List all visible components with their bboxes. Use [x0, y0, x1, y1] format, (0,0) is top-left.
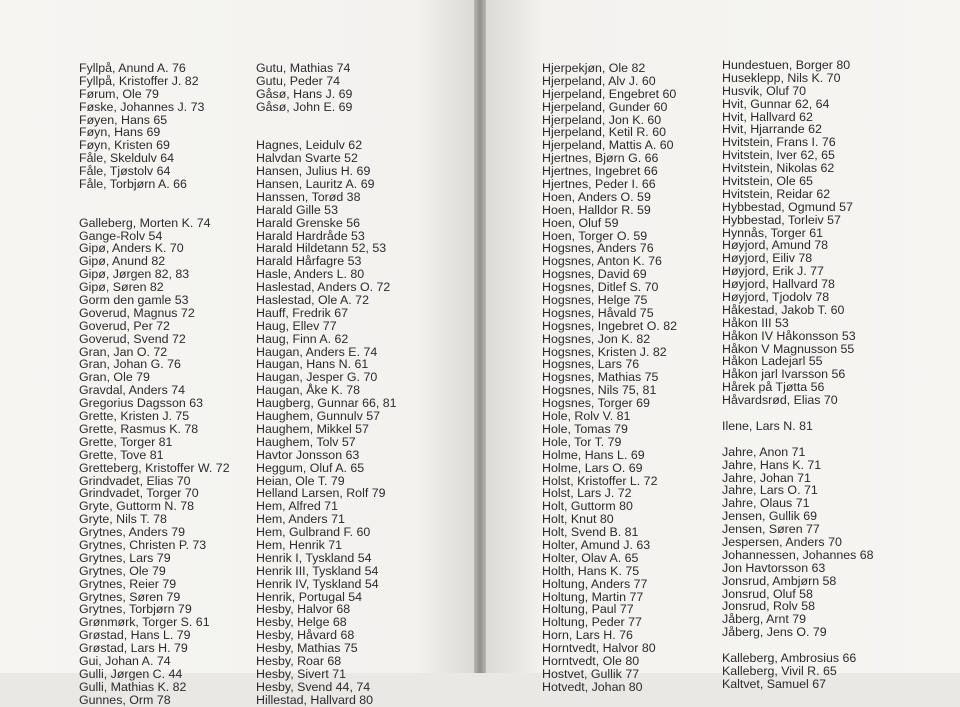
index-entry: Føyn, Hans 69	[79, 125, 161, 140]
index-entry: Hogsnes, David 69	[542, 267, 647, 282]
index-entry: Heian, Ole T. 79	[256, 473, 345, 488]
index-entry: Høyjord, Amund 78	[722, 238, 829, 253]
index-entry: Holter, Amund J. 63	[542, 537, 651, 552]
index-entry: Hillestad, Hallvard 80	[256, 692, 374, 707]
index-entry: Fyllpå, Kristoffer J. 82	[79, 73, 199, 88]
index-entry: Johannessen, Johannes 68	[722, 547, 874, 562]
index-entry: Galleberg, Morten K. 74	[79, 215, 211, 230]
index-entry: Haughem, Gunnulv 57	[256, 409, 380, 424]
index-entry: Hvit, Hallvard 62	[722, 109, 813, 124]
index-entry: Hogsnes, Anders 76	[542, 241, 654, 256]
index-entry: Henrik I, Tyskland 54	[256, 550, 372, 565]
left-page	[0, 0, 474, 707]
index-entry: Hogsnes, Kristen J. 82	[542, 344, 667, 359]
index-entry: Høyjord, Tjodolv 78	[722, 290, 830, 305]
index-entry: Haslestad, Anders O. 72	[256, 280, 391, 295]
index-entry: Holst, Kristoffer L. 72	[542, 473, 658, 488]
index-entry: Holt, Svend B. 81	[542, 525, 639, 540]
index-entry: Harald Hardråde 53	[256, 228, 365, 243]
index-entry: Fyllpå, Anund A. 76	[79, 61, 186, 75]
index-column-4	[722, 59, 874, 691]
index-entry: Hoen, Halldor R. 59	[542, 202, 651, 217]
index-entry: Grette, Tove 81	[79, 447, 164, 462]
index-entry: Hagnes, Leidulv 62	[256, 138, 363, 153]
index-entry: Hesby, Halvor 68	[256, 602, 351, 617]
index-entry: Grindvadet, Elias 70	[79, 473, 191, 488]
index-entry: Gryte, Nils T. 78	[79, 512, 167, 527]
index-entry: Holtung, Paul 77	[542, 602, 634, 617]
right-page	[486, 0, 960, 694]
index-entry: Heggum, Oluf A. 65	[256, 460, 365, 475]
index-entry: Håkon III 53	[722, 315, 789, 330]
index-entry: Hesby, Håvard 68	[256, 628, 355, 643]
index-entry: Gryte, Guttorm N. 78	[79, 499, 194, 514]
index-entry: Hem, Henrik 71	[256, 537, 343, 552]
index-entry: Grytnes, Lars 79	[79, 550, 171, 565]
index-entry: Hjerpekjøn, Ole 82	[542, 61, 646, 75]
index-entry: Hesby, Helge 68	[256, 615, 347, 630]
index-entry: Holter, Olav A. 65	[542, 550, 639, 565]
index-entry: Henrik IV, Tyskland 54	[256, 576, 379, 591]
index-entry: Hogsnes, Helge 75	[542, 293, 648, 308]
index-entry: Gunnes, Orm 78	[79, 692, 171, 707]
index-entry: Gretteberg, Kristoffer W. 72	[79, 460, 230, 475]
index-entry: Gravdal, Anders 74	[79, 383, 186, 398]
index-entry: Huseklepp, Nils K. 70	[722, 70, 841, 85]
index-entry: Håkon IV Håkonsson 53	[722, 328, 856, 343]
index-entry: Haugan, Anders E. 74	[256, 344, 378, 359]
index-entry: Ilene, Lars N. 81	[722, 418, 813, 433]
index-entry: Kalleberg, Ambrosius 66	[722, 650, 857, 665]
index-entry: Henrik III, Tyskland 54	[256, 563, 379, 578]
index-entry: Hjerpeland, Jon K. 60	[542, 112, 662, 127]
index-entry: Hoen, Oluf 59	[542, 215, 619, 230]
index-entry: Hesby, Sivert 71	[256, 666, 346, 681]
index-gap	[722, 433, 874, 446]
index-entry: Føyn, Kristen 69	[79, 138, 170, 153]
index-entry: Hvitstein, Ole 65	[722, 174, 813, 189]
index-entry: Føske, Johannes J. 73	[79, 99, 205, 114]
index-entry: Haughem, Mikkel 57	[256, 421, 369, 436]
index-entry: Gipø, Søren 82	[79, 280, 164, 295]
index-entry: Harald Hårfagre 53	[256, 254, 362, 269]
index-entry: Fåle, Tjøstolv 64	[79, 164, 171, 179]
index-entry: Halvdan Svarte 52	[256, 151, 358, 166]
index-entry: Haug, Ellev 77	[256, 318, 337, 333]
index-entry: Holst, Lars J. 72	[542, 486, 632, 501]
index-entry: Grytnes, Søren 79	[79, 589, 181, 604]
index-entry: Hasle, Anders L. 80	[256, 267, 365, 282]
index-entry: Hjerpeland, Gunder 60	[542, 99, 668, 114]
index-entry: Holth, Hans K. 75	[542, 563, 640, 578]
index-entry: Harald Gille 53	[256, 202, 338, 217]
index-entry: Hem, Gulbrand F. 60	[256, 525, 371, 540]
index-entry: Haug, Finn A. 62	[256, 331, 349, 346]
index-entry: Jahre, Hans K. 71	[722, 457, 822, 472]
index-entry: Gipø, Jørgen 82, 83	[79, 267, 190, 282]
index-entry: Grøstad, Lars H. 79	[79, 641, 188, 656]
index-entry: Kaltvet, Samuel 67	[722, 676, 827, 691]
index-entry: Jensen, Søren 77	[722, 522, 820, 537]
index-entry: Haslestad, Ole A. 72	[256, 293, 369, 308]
index-entry: Håkon jarl Ivarsson 56	[722, 367, 846, 382]
index-entry: Grytnes, Christen P. 73	[79, 537, 207, 552]
index-entry: Gange-Rolv 54	[79, 228, 163, 243]
index-entry: Håkestad, Jakob T. 60	[722, 302, 845, 317]
index-entry: Jahre, Johan 71	[722, 470, 811, 485]
index-entry: Hvitstein, Nikolas 62	[722, 161, 835, 176]
index-entry: Hem, Alfred 71	[256, 499, 338, 514]
index-gap	[79, 191, 230, 204]
index-entry: Gutu, Mathias 74	[256, 61, 351, 75]
index-entry: Hogsnes, Jon K. 82	[542, 331, 651, 346]
index-entry: Hole, Tomas 79	[542, 421, 628, 436]
index-entry: Hem, Anders 71	[256, 512, 345, 527]
index-entry: Hårek på Tjøtta 56	[722, 380, 825, 395]
index-entry: Hole, Tor T. 79	[542, 434, 622, 449]
index-entry: Hole, Rolv V. 81	[542, 409, 631, 424]
index-entry: Haugan, Åke K. 78	[256, 383, 361, 398]
index-entry: Høyjord, Hallvard 78	[722, 277, 835, 292]
index-entry: Hotvedt, Johan 80	[542, 679, 643, 694]
index-entry: Hostvet, Gullik 77	[542, 666, 640, 681]
index-entry: Høyjord, Erik J. 77	[722, 264, 824, 279]
index-entry: Gåsø, John E. 69	[256, 99, 353, 114]
index-entry: Gulli, Mathias K. 82	[79, 679, 187, 694]
index-column-3	[542, 62, 677, 694]
index-entry: Hundestuen, Borger 80	[722, 58, 851, 72]
index-entry: Hvitstein, Frans I. 76	[722, 135, 836, 150]
index-entry: Hesby, Roar 68	[256, 653, 342, 668]
index-entry: Hogsnes, Torger 69	[542, 396, 650, 411]
index-entry: Hjertnes, Bjørn G. 66	[542, 151, 659, 166]
index-entry: Hanssen, Torød 38	[256, 189, 361, 204]
index-entry: Husvik, Oluf 70	[722, 83, 807, 98]
index-entry: Harald Hildetann 52, 53	[256, 241, 387, 256]
book-gutter	[474, 0, 486, 673]
index-entry: Hvitstein, Iver 62, 65	[722, 148, 835, 163]
index-entry: Hogsnes, Ditlef S. 70	[542, 280, 659, 295]
index-entry: Holt, Guttorm 80	[542, 499, 633, 514]
index-gap	[722, 407, 874, 420]
index-entry: Havtor Jonsson 63	[256, 447, 360, 462]
index-entry: Hogsnes, Mathias 75	[542, 370, 659, 385]
index-entry: Gipø, Anund 82	[79, 254, 166, 269]
index-entry: Hybbestad, Torleiv 57	[722, 212, 841, 227]
index-entry: Gipø, Anders K. 70	[79, 241, 184, 256]
index-entry: Gran, Jan O. 72	[79, 344, 168, 359]
index-entry: Grytnes, Anders 79	[79, 525, 186, 540]
index-entry: Hjerpeland, Alv J. 60	[542, 73, 656, 88]
index-entry: Holtung, Anders 77	[542, 576, 648, 591]
index-entry: Gran, Johan G. 76	[79, 357, 181, 372]
index-entry: Gran, Ole 79	[79, 370, 150, 385]
index-entry: Jonsrud, Ambjørn 58	[722, 573, 837, 588]
index-entry: Hoen, Anders O. 59	[542, 189, 651, 204]
index-entry: Harald Grenske 56	[256, 215, 360, 230]
index-entry: Hogsnes, Håvald 75	[542, 305, 654, 320]
index-entry: Haughem, Tolv 57	[256, 434, 356, 449]
index-entry: Hjertnes, Ingebret 66	[542, 164, 658, 179]
index-entry: Hjerpeland, Mattis A. 60	[542, 138, 674, 153]
index-entry: Hybbestad, Ogmund 57	[722, 199, 853, 214]
index-entry: Kalleberg, Vivil R. 65	[722, 663, 837, 678]
index-entry: Håkon V Magnusson 55	[722, 341, 855, 356]
index-entry: Haugan, Jesper G. 70	[256, 370, 378, 385]
index-entry: Jahre, Olaus 71	[722, 496, 810, 511]
index-entry: Jespersen, Anders 70	[722, 534, 842, 549]
index-entry: Gregorius Dagsson 63	[79, 396, 203, 411]
index-entry: Jonsrud, Rolv 58	[722, 599, 815, 614]
index-entry: Horntvedt, Halvor 80	[542, 641, 656, 656]
index-entry: Hvit, Hjarrande 62	[722, 122, 822, 137]
index-entry: Hansen, Lauritz A. 69	[256, 177, 375, 192]
index-entry: Grytnes, Ole 79	[79, 563, 166, 578]
index-entry: Grytnes, Torbjørn 79	[79, 602, 192, 617]
index-entry: Grette, Rasmus K. 78	[79, 421, 199, 436]
index-entry: Jahre, Lars O. 71	[722, 483, 818, 498]
index-entry: Horn, Lars H. 76	[542, 628, 633, 643]
index-entry: Høyjord, Eiliv 78	[722, 251, 813, 266]
index-entry: Horntvedt, Ole 80	[542, 653, 640, 668]
index-entry: Jensen, Gullik 69	[722, 509, 818, 524]
index-entry: Jahre, Anon 71	[722, 444, 806, 459]
index-entry: Goverud, Svend 72	[79, 331, 186, 346]
index-entry: Gorm den gamle 53	[79, 293, 189, 308]
index-entry: Hogsnes, Ingebret O. 82	[542, 318, 678, 333]
index-entry: Helland Larsen, Rolf 79	[256, 486, 386, 501]
index-column-1	[79, 62, 230, 707]
index-entry: Fåle, Torbjørn A. 66	[79, 177, 187, 192]
index-entry: Hvit, Gunnar 62, 64	[722, 96, 830, 111]
index-entry: Holtung, Martin 77	[542, 589, 644, 604]
index-entry: Hansen, Julius H. 69	[256, 164, 371, 179]
index-entry: Henrik, Portugal 54	[256, 589, 363, 604]
index-entry: Hesby, Svend 44, 74	[256, 679, 371, 694]
index-entry: Gutu, Peder 74	[256, 73, 341, 88]
index-entry: Hoen, Torger O. 59	[542, 228, 648, 243]
index-entry: Grette, Kristen J. 75	[79, 409, 190, 424]
index-entry: Holtung, Peder 77	[542, 615, 642, 630]
index-entry: Grytnes, Reier 79	[79, 576, 177, 591]
index-entry: Jåberg, Jens O. 79	[722, 625, 827, 640]
index-entry: Holme, Hans L. 69	[542, 447, 645, 462]
index-entry: Haugberg, Gunnar 66, 81	[256, 396, 397, 411]
index-entry: Hynnås, Torger 61	[722, 225, 824, 240]
index-entry: Hjertnes, Peder I. 66	[542, 177, 656, 192]
index-entry: Håkon Ladejarl 55	[722, 354, 823, 369]
index-entry: Grønmørk, Torger S. 61	[79, 615, 210, 630]
index-entry: Haugan, Hans N. 61	[256, 357, 369, 372]
index-entry: Hjerpeland, Engebret 60	[542, 86, 677, 101]
index-entry: Gulli, Jørgen C. 44	[79, 666, 183, 681]
index-entry: Goverud, Magnus 72	[79, 305, 195, 320]
index-entry: Hogsnes, Nils 75, 81	[542, 383, 657, 398]
index-entry: Håvardsrød, Elias 70	[722, 393, 838, 408]
index-entry: Gåsø, Hans J. 69	[256, 86, 353, 101]
index-entry: Grette, Torger 81	[79, 434, 173, 449]
index-column-2	[256, 62, 397, 707]
index-gap	[256, 114, 397, 127]
index-entry: Hesby, Mathias 75	[256, 641, 358, 656]
index-entry: Holt, Knut 80	[542, 512, 614, 527]
index-entry: Hogsnes, Lars 76	[542, 357, 640, 372]
index-entry: Fåle, Skeldulv 64	[79, 151, 175, 166]
index-entry: Jon Havtorsson 63	[722, 560, 826, 575]
index-entry: Førum, Ole 79	[79, 86, 159, 101]
index-entry: Føyen, Hans 65	[79, 112, 168, 127]
index-entry: Hauff, Fredrik 67	[256, 305, 349, 320]
index-entry: Goverud, Per 72	[79, 318, 170, 333]
index-entry: Gui, Johan A. 74	[79, 653, 171, 668]
index-entry: Hjerpeland, Ketil R. 60	[542, 125, 666, 140]
index-entry: Hvitstein, Reidar 62	[722, 186, 831, 201]
index-entry: Jåberg, Arnt 79	[722, 612, 807, 627]
index-entry: Jonsrud, Oluf 58	[722, 586, 813, 601]
index-entry: Grindvadet, Torger 70	[79, 486, 199, 501]
index-gap	[79, 204, 230, 217]
index-entry: Grøstad, Hans L. 79	[79, 628, 191, 643]
index-entry: Hogsnes, Anton K. 76	[542, 254, 662, 269]
index-entry: Holme, Lars O. 69	[542, 460, 643, 475]
